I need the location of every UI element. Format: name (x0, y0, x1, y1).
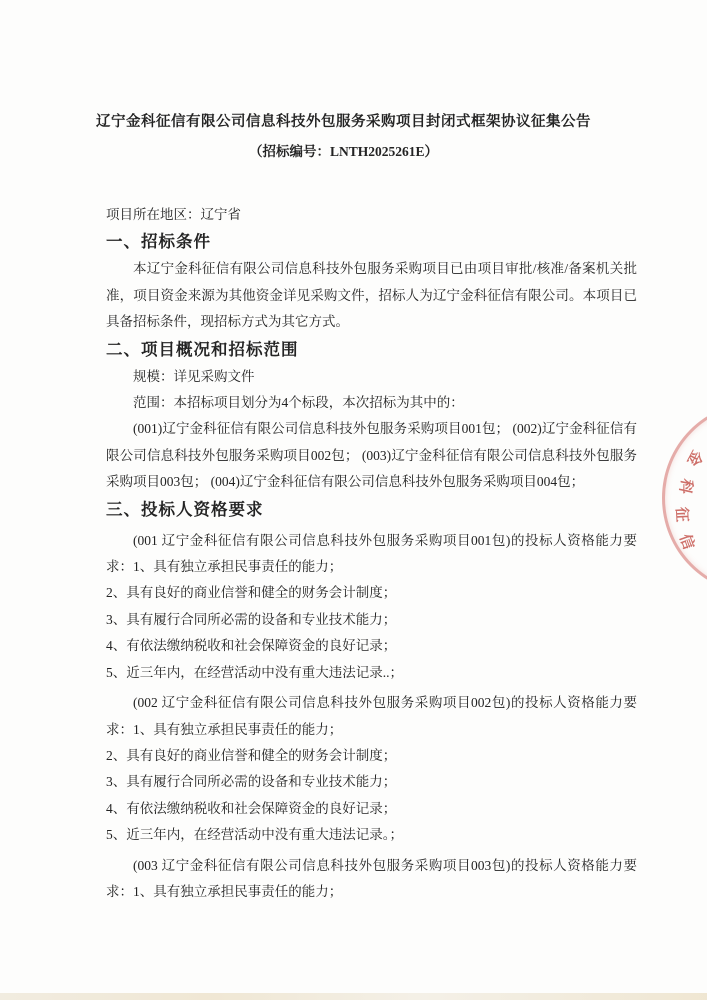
paragraph: 本辽宁金科征信有限公司信息科技外包服务采购项目已由项目审批/核准/备案机关批准，项目资金来源为其他资金详见采购文件，招标人为辽宁金科征信有限公司。本项目已具备招标条件，现招标方式为其它方式。 (106, 261, 637, 330)
scan-edge-shadow (0, 993, 707, 1000)
section-heading: 一、招标条件 (106, 232, 211, 252)
paragraph: 2、具有良好的商业信誉和健全的财务会计制度； (106, 747, 397, 763)
paragraph: (002 辽宁金科征信有限公司信息科技外包服务采购项目002包)的投标人资格能力要求：1、具有独立承担民事责任的能力； (106, 695, 637, 737)
stamp-character: 金 (683, 447, 705, 469)
paragraph: 4、有依法缴纳税收和社会保障资金的良好记录； (106, 638, 397, 654)
section-heading: 三、投标人资格要求 (106, 499, 264, 519)
document-body (106, 202, 637, 905)
paragraph: 项目所在地区：辽宁省 (106, 207, 241, 222)
paragraph: 5、近三年内，在经营活动中没有重大违法记录..； (106, 664, 403, 680)
red-stamp-icon (662, 402, 707, 594)
paragraph: 4、有依法缴纳税收和社会保障资金的良好记录； (106, 800, 397, 816)
paragraph: (001)辽宁金科征信有限公司信息科技外包服务采购项目001包； (002)辽宁金科征信有限公司信息科技外包服务采购项目002包； (003)辽宁金科征信有限公司信息科技外包服务采购项目003包； (004)辽宁金科征信有限公司信息科技外包服务采购项目004包； (106, 421, 637, 490)
paragraph: 5、近三年内，在经营活动中没有重大违法记录。； (106, 827, 403, 843)
paragraph: 范围：本招标项目划分为4个标段，本次招标为其中的： (133, 395, 464, 411)
section-heading: 二、项目概况和招标范围 (106, 339, 299, 359)
paragraph: 规模：详见采购文件 (133, 368, 255, 384)
paragraph: 3、具有履行合同所必需的设备和专业技术能力； (106, 611, 397, 627)
document-subtitle: （招标编号：LNTH2025261E） (248, 144, 438, 159)
paragraph: (003 辽宁金科征信有限公司信息科技外包服务采购项目003包)的投标人资格能力要求：1、具有独立承担民事责任的能力； (106, 857, 637, 899)
paragraph: 2、具有良好的商业信誉和健全的财务会计制度； (106, 585, 397, 601)
stamp-character: 科 (675, 477, 695, 496)
paragraph: (001 辽宁金科征信有限公司信息科技外包服务采购项目001包)的投标人资格能力要求：1、具有独立承担民事责任的能力； (106, 532, 637, 575)
paragraph: 3、具有履行合同所必需的设备和专业技术能力； (106, 774, 397, 790)
document-title: 辽宁金科征信有限公司信息科技外包服务采购项目封闭式框架协议征集公告 (96, 114, 591, 130)
stamp-character: 信 (676, 532, 697, 552)
stamp-character: 征 (672, 506, 690, 523)
